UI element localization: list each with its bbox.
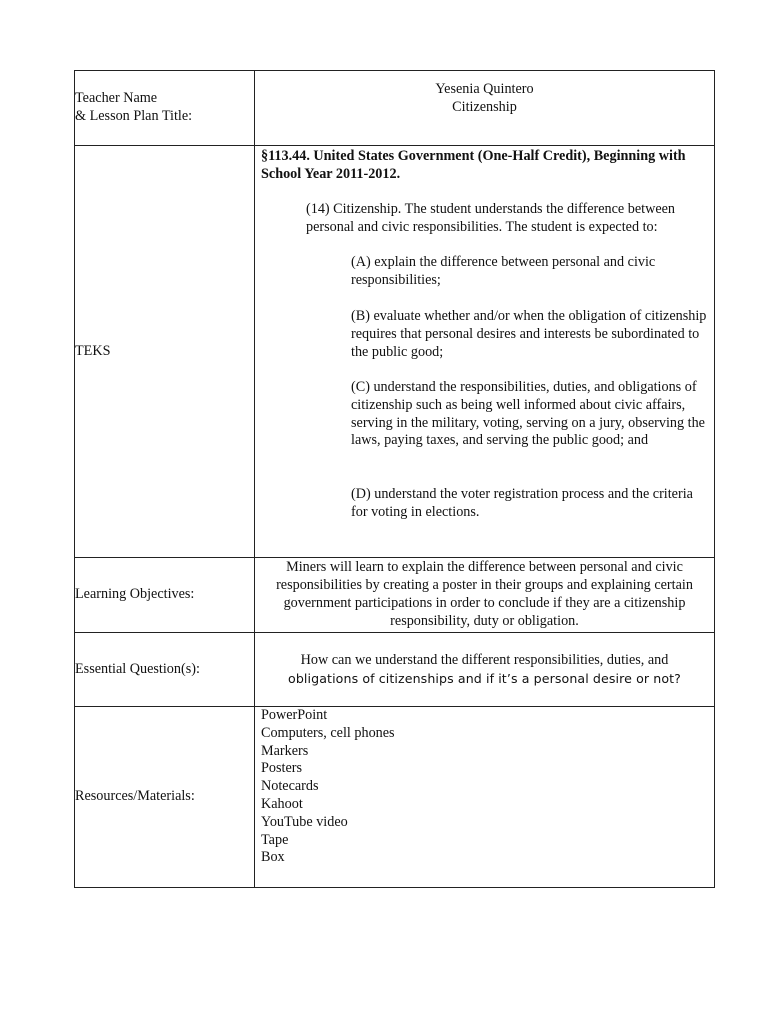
lesson-plan-table	[74, 70, 715, 888]
teks-content-cell	[255, 146, 715, 558]
essential-question-label: Essential Question(s):	[75, 633, 255, 707]
teacher-row	[75, 71, 715, 146]
teks-label: TEKS	[75, 146, 255, 558]
objectives-row	[75, 558, 715, 633]
resource-item: PowerPoint	[261, 707, 328, 723]
resource-item: Kahoot	[261, 795, 303, 812]
teks-item-c: (C) understand the responsibilities, duties, and obligations of citizenship such as being well informed about civic affairs, serving in the military, voting, serving on a jury, observing the laws, paying taxes, and serving the public good; and	[351, 379, 705, 449]
resource-item: Tape	[261, 831, 289, 848]
resource-item: YouTube video	[261, 813, 348, 830]
teacher-label-line2: & Lesson Plan Title:	[75, 108, 193, 124]
resource-item: Box	[261, 849, 285, 866]
teks-intro: (14) Citizenship. The student understands the difference between personal and civic responsibilities. The student is expected to:	[306, 201, 676, 235]
essential-question-row	[75, 633, 715, 707]
resource-item: Markers	[261, 742, 309, 759]
essential-question-line1: How can we understand the different responsibilities, duties, and	[300, 651, 669, 668]
lesson-plan-title: Citizenship	[452, 98, 517, 115]
teacher-label-cell	[75, 71, 255, 146]
objectives-text: Miners will learn to explain the difference between personal and civic responsibilities by creating a poster in their groups and explaining certain government participations in order to conclude if they are a citizenship responsibility, duty or obligation.	[255, 558, 715, 633]
essential-question-cell	[255, 633, 715, 707]
teks-item-d: (D) understand the voter registration process and the criteria for voting in elections.	[351, 486, 693, 520]
resource-item: Notecards	[261, 778, 319, 795]
resource-item: Posters	[261, 760, 302, 777]
essential-question-line2: obligations of citizenships and if it’s a personal desire or not?	[288, 670, 681, 686]
resources-list	[261, 707, 395, 867]
teacher-name: Yesenia Quintero	[435, 81, 534, 97]
objectives-label: Learning Objectives:	[75, 558, 255, 633]
resources-content-cell	[255, 707, 715, 888]
teks-item-a: (A) explain the difference between personal and civic responsibilities;	[351, 254, 656, 288]
teks-item-b: (B) evaluate whether and/or when the obligation of citizenship requires that personal desires and interests be subordinated to the public good;	[351, 308, 707, 360]
teacher-content-cell	[255, 71, 715, 146]
teks-heading: §113.44. United States Government (One-Half Credit), Beginning with School Year 2011-2012.	[261, 148, 686, 182]
resources-row	[75, 707, 715, 888]
teks-row	[75, 146, 715, 558]
resources-label: Resources/Materials:	[75, 707, 255, 888]
teacher-label-line1: Teacher Name	[75, 90, 158, 107]
resource-item: Computers, cell phones	[261, 724, 395, 741]
